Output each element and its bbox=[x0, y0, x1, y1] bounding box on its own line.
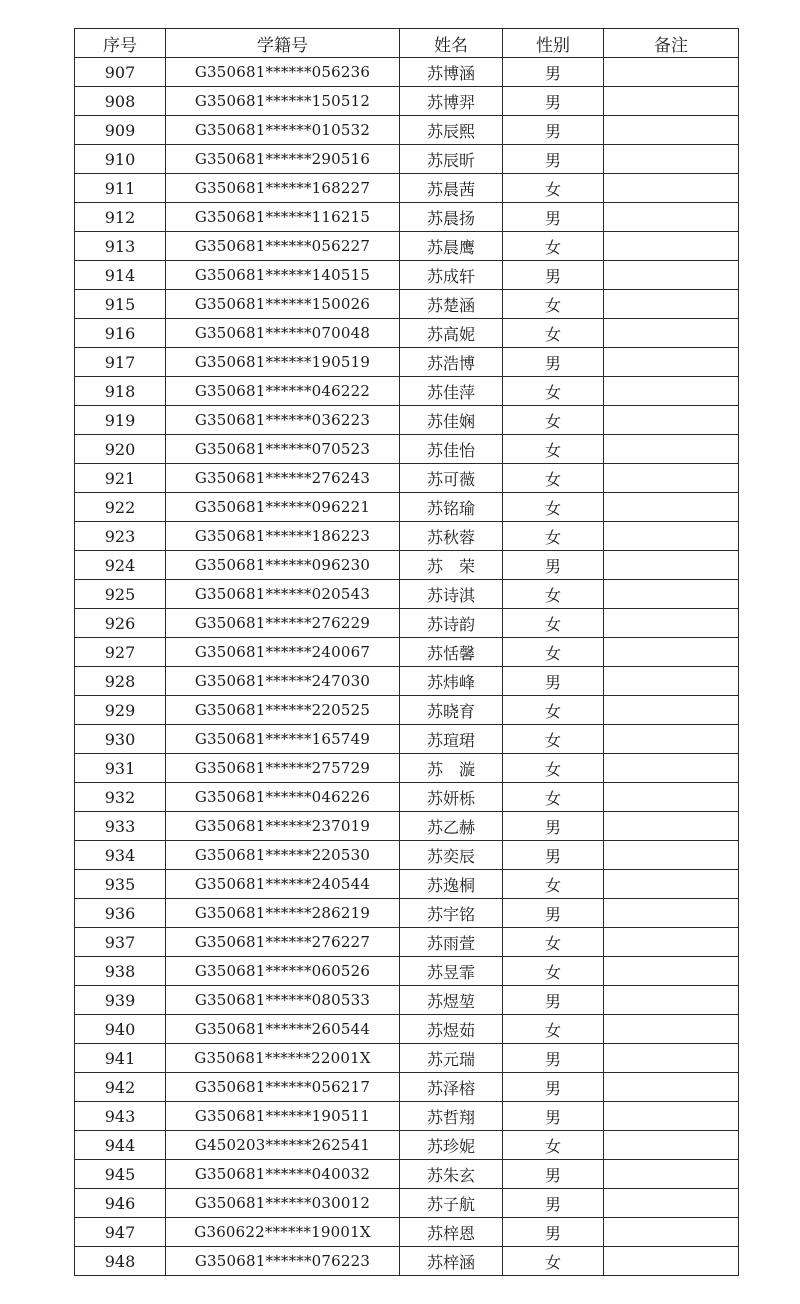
table-row bbox=[75, 290, 739, 319]
cell-remarks bbox=[604, 580, 739, 609]
cell-name: 苏佳怡 bbox=[400, 435, 503, 464]
cell-serial-number: 931 bbox=[75, 754, 166, 783]
cell-serial-number: 915 bbox=[75, 290, 166, 319]
cell-gender: 男 bbox=[503, 551, 604, 580]
cell-serial-number: 932 bbox=[75, 783, 166, 812]
cell-remarks bbox=[604, 841, 739, 870]
cell-serial-number: 945 bbox=[75, 1160, 166, 1189]
header-student-id: 学籍号 bbox=[166, 29, 400, 58]
cell-student-id: G360622******19001X bbox=[166, 1218, 400, 1247]
cell-name: 苏晓育 bbox=[400, 696, 503, 725]
cell-serial-number: 924 bbox=[75, 551, 166, 580]
cell-student-id: G350681******168227 bbox=[166, 174, 400, 203]
table-row bbox=[75, 870, 739, 899]
cell-remarks bbox=[604, 725, 739, 754]
cell-student-id: G350681******276243 bbox=[166, 464, 400, 493]
cell-gender: 男 bbox=[503, 1073, 604, 1102]
cell-name: 苏逸桐 bbox=[400, 870, 503, 899]
cell-remarks bbox=[604, 1247, 739, 1276]
cell-remarks bbox=[604, 696, 739, 725]
cell-name: 苏子航 bbox=[400, 1189, 503, 1218]
cell-student-id: G350681******237019 bbox=[166, 812, 400, 841]
cell-student-id: G350681******276227 bbox=[166, 928, 400, 957]
header-name: 姓名 bbox=[400, 29, 503, 58]
cell-remarks bbox=[604, 290, 739, 319]
cell-name: 苏辰昕 bbox=[400, 145, 503, 174]
cell-remarks bbox=[604, 1131, 739, 1160]
cell-student-id: G350681******286219 bbox=[166, 899, 400, 928]
cell-student-id: G350681******020543 bbox=[166, 580, 400, 609]
table-row bbox=[75, 899, 739, 928]
cell-serial-number: 907 bbox=[75, 58, 166, 87]
cell-name: 苏高妮 bbox=[400, 319, 503, 348]
cell-student-id: G350681******096221 bbox=[166, 493, 400, 522]
cell-name: 苏楚涵 bbox=[400, 290, 503, 319]
cell-name: 苏宇铭 bbox=[400, 899, 503, 928]
cell-name: 苏昱霏 bbox=[400, 957, 503, 986]
cell-name: 苏诗淇 bbox=[400, 580, 503, 609]
cell-gender: 男 bbox=[503, 261, 604, 290]
cell-gender: 男 bbox=[503, 812, 604, 841]
cell-gender: 女 bbox=[503, 522, 604, 551]
header-serial-number: 序号 bbox=[75, 29, 166, 58]
cell-student-id: G350681******140515 bbox=[166, 261, 400, 290]
table-row bbox=[75, 1044, 739, 1073]
cell-name: 苏雨萱 bbox=[400, 928, 503, 957]
cell-student-id: G350681******247030 bbox=[166, 667, 400, 696]
cell-student-id: G350681******275729 bbox=[166, 754, 400, 783]
cell-student-id: G350681******076223 bbox=[166, 1247, 400, 1276]
cell-gender: 女 bbox=[503, 435, 604, 464]
cell-remarks bbox=[604, 928, 739, 957]
cell-student-id: G350681******260544 bbox=[166, 1015, 400, 1044]
table-row bbox=[75, 696, 739, 725]
cell-gender: 女 bbox=[503, 754, 604, 783]
cell-serial-number: 921 bbox=[75, 464, 166, 493]
cell-serial-number: 929 bbox=[75, 696, 166, 725]
cell-remarks bbox=[604, 319, 739, 348]
table-header-row bbox=[75, 29, 739, 58]
cell-serial-number: 948 bbox=[75, 1247, 166, 1276]
cell-student-id: G350681******290516 bbox=[166, 145, 400, 174]
cell-gender: 男 bbox=[503, 87, 604, 116]
cell-name: 苏哲翔 bbox=[400, 1102, 503, 1131]
cell-name: 苏奕辰 bbox=[400, 841, 503, 870]
cell-remarks bbox=[604, 1102, 739, 1131]
cell-remarks bbox=[604, 638, 739, 667]
cell-student-id: G350681******276229 bbox=[166, 609, 400, 638]
table-row bbox=[75, 986, 739, 1015]
cell-serial-number: 938 bbox=[75, 957, 166, 986]
cell-gender: 男 bbox=[503, 348, 604, 377]
cell-student-id: G350681******010532 bbox=[166, 116, 400, 145]
table-row bbox=[75, 667, 739, 696]
cell-name: 苏朱玄 bbox=[400, 1160, 503, 1189]
cell-serial-number: 926 bbox=[75, 609, 166, 638]
cell-remarks bbox=[604, 406, 739, 435]
cell-remarks bbox=[604, 957, 739, 986]
cell-student-id: G350681******056236 bbox=[166, 58, 400, 87]
cell-serial-number: 911 bbox=[75, 174, 166, 203]
cell-gender: 女 bbox=[503, 957, 604, 986]
cell-name: 苏博羿 bbox=[400, 87, 503, 116]
cell-remarks bbox=[604, 986, 739, 1015]
cell-gender: 男 bbox=[503, 58, 604, 87]
cell-serial-number: 923 bbox=[75, 522, 166, 551]
cell-remarks bbox=[604, 87, 739, 116]
cell-remarks bbox=[604, 609, 739, 638]
cell-gender: 男 bbox=[503, 841, 604, 870]
table-row bbox=[75, 174, 739, 203]
cell-name: 苏炜峰 bbox=[400, 667, 503, 696]
cell-gender: 男 bbox=[503, 1102, 604, 1131]
table-row bbox=[75, 145, 739, 174]
cell-remarks bbox=[604, 261, 739, 290]
cell-remarks bbox=[604, 1015, 739, 1044]
cell-serial-number: 944 bbox=[75, 1131, 166, 1160]
cell-gender: 女 bbox=[503, 290, 604, 319]
cell-name: 苏煜堃 bbox=[400, 986, 503, 1015]
table-row bbox=[75, 58, 739, 87]
cell-remarks bbox=[604, 58, 739, 87]
cell-serial-number: 933 bbox=[75, 812, 166, 841]
cell-student-id: G350681******186223 bbox=[166, 522, 400, 551]
cell-name: 苏成轩 bbox=[400, 261, 503, 290]
cell-serial-number: 913 bbox=[75, 232, 166, 261]
cell-gender: 男 bbox=[503, 667, 604, 696]
cell-name: 苏可薇 bbox=[400, 464, 503, 493]
cell-gender: 女 bbox=[503, 609, 604, 638]
table-row bbox=[75, 319, 739, 348]
cell-student-id: G350681******080533 bbox=[166, 986, 400, 1015]
cell-name: 苏 漩 bbox=[400, 754, 503, 783]
cell-remarks bbox=[604, 116, 739, 145]
cell-name: 苏佳娴 bbox=[400, 406, 503, 435]
cell-remarks bbox=[604, 1218, 739, 1247]
cell-serial-number: 947 bbox=[75, 1218, 166, 1247]
cell-serial-number: 946 bbox=[75, 1189, 166, 1218]
cell-gender: 女 bbox=[503, 464, 604, 493]
table-row bbox=[75, 377, 739, 406]
cell-name: 苏佳萍 bbox=[400, 377, 503, 406]
cell-remarks bbox=[604, 522, 739, 551]
cell-remarks bbox=[604, 493, 739, 522]
cell-serial-number: 940 bbox=[75, 1015, 166, 1044]
table-row bbox=[75, 609, 739, 638]
cell-gender: 女 bbox=[503, 580, 604, 609]
cell-serial-number: 908 bbox=[75, 87, 166, 116]
cell-gender: 女 bbox=[503, 232, 604, 261]
cell-name: 苏晨鹰 bbox=[400, 232, 503, 261]
table-row bbox=[75, 1218, 739, 1247]
cell-serial-number: 936 bbox=[75, 899, 166, 928]
cell-serial-number: 919 bbox=[75, 406, 166, 435]
cell-student-id: G350681******165749 bbox=[166, 725, 400, 754]
cell-student-id: G450203******262541 bbox=[166, 1131, 400, 1160]
cell-gender: 男 bbox=[503, 1044, 604, 1073]
cell-serial-number: 930 bbox=[75, 725, 166, 754]
cell-remarks bbox=[604, 348, 739, 377]
cell-student-id: G350681******036223 bbox=[166, 406, 400, 435]
cell-gender: 女 bbox=[503, 870, 604, 899]
table-row bbox=[75, 406, 739, 435]
cell-serial-number: 934 bbox=[75, 841, 166, 870]
table-row bbox=[75, 638, 739, 667]
cell-student-id: G350681******22001X bbox=[166, 1044, 400, 1073]
cell-gender: 女 bbox=[503, 406, 604, 435]
cell-gender: 男 bbox=[503, 116, 604, 145]
cell-remarks bbox=[604, 1160, 739, 1189]
cell-serial-number: 927 bbox=[75, 638, 166, 667]
cell-serial-number: 941 bbox=[75, 1044, 166, 1073]
student-roster-table bbox=[74, 28, 739, 1276]
cell-student-id: G350681******040032 bbox=[166, 1160, 400, 1189]
cell-gender: 男 bbox=[503, 1160, 604, 1189]
table-row bbox=[75, 87, 739, 116]
cell-gender: 女 bbox=[503, 174, 604, 203]
cell-name: 苏珍妮 bbox=[400, 1131, 503, 1160]
cell-name: 苏诗韵 bbox=[400, 609, 503, 638]
cell-remarks bbox=[604, 174, 739, 203]
cell-remarks bbox=[604, 203, 739, 232]
cell-serial-number: 912 bbox=[75, 203, 166, 232]
table-row bbox=[75, 928, 739, 957]
cell-serial-number: 925 bbox=[75, 580, 166, 609]
cell-name: 苏辰熙 bbox=[400, 116, 503, 145]
table-row bbox=[75, 754, 739, 783]
cell-remarks bbox=[604, 435, 739, 464]
cell-serial-number: 920 bbox=[75, 435, 166, 464]
cell-remarks bbox=[604, 145, 739, 174]
cell-gender: 男 bbox=[503, 145, 604, 174]
cell-name: 苏梓涵 bbox=[400, 1247, 503, 1276]
cell-serial-number: 917 bbox=[75, 348, 166, 377]
cell-gender: 女 bbox=[503, 638, 604, 667]
table-row bbox=[75, 232, 739, 261]
cell-serial-number: 918 bbox=[75, 377, 166, 406]
cell-gender: 女 bbox=[503, 783, 604, 812]
cell-serial-number: 939 bbox=[75, 986, 166, 1015]
cell-student-id: G350681******190511 bbox=[166, 1102, 400, 1131]
cell-serial-number: 943 bbox=[75, 1102, 166, 1131]
table-row bbox=[75, 1247, 739, 1276]
cell-name: 苏晨茜 bbox=[400, 174, 503, 203]
table-row bbox=[75, 464, 739, 493]
cell-name: 苏浩博 bbox=[400, 348, 503, 377]
cell-serial-number: 909 bbox=[75, 116, 166, 145]
table-row bbox=[75, 203, 739, 232]
cell-gender: 女 bbox=[503, 1131, 604, 1160]
cell-gender: 男 bbox=[503, 203, 604, 232]
table-row bbox=[75, 348, 739, 377]
table-row bbox=[75, 1073, 739, 1102]
cell-gender: 女 bbox=[503, 928, 604, 957]
cell-remarks bbox=[604, 812, 739, 841]
cell-name: 苏恬馨 bbox=[400, 638, 503, 667]
cell-student-id: G350681******060526 bbox=[166, 957, 400, 986]
cell-serial-number: 914 bbox=[75, 261, 166, 290]
cell-remarks bbox=[604, 464, 739, 493]
cell-remarks bbox=[604, 870, 739, 899]
header-gender: 性别 bbox=[503, 29, 604, 58]
cell-name: 苏泽榕 bbox=[400, 1073, 503, 1102]
table-row bbox=[75, 261, 739, 290]
cell-student-id: G350681******220525 bbox=[166, 696, 400, 725]
cell-serial-number: 910 bbox=[75, 145, 166, 174]
cell-gender: 女 bbox=[503, 725, 604, 754]
cell-remarks bbox=[604, 1189, 739, 1218]
cell-student-id: G350681******096230 bbox=[166, 551, 400, 580]
cell-name: 苏 荣 bbox=[400, 551, 503, 580]
table-row bbox=[75, 1189, 739, 1218]
cell-serial-number: 942 bbox=[75, 1073, 166, 1102]
cell-student-id: G350681******046222 bbox=[166, 377, 400, 406]
cell-remarks bbox=[604, 754, 739, 783]
header-remarks: 备注 bbox=[604, 29, 739, 58]
cell-serial-number: 922 bbox=[75, 493, 166, 522]
cell-name: 苏瑄珺 bbox=[400, 725, 503, 754]
cell-name: 苏铭瑜 bbox=[400, 493, 503, 522]
cell-gender: 女 bbox=[503, 319, 604, 348]
table-row bbox=[75, 1131, 739, 1160]
cell-student-id: G350681******240067 bbox=[166, 638, 400, 667]
table-row bbox=[75, 1015, 739, 1044]
table-row bbox=[75, 1160, 739, 1189]
cell-remarks bbox=[604, 783, 739, 812]
cell-gender: 女 bbox=[503, 696, 604, 725]
cell-student-id: G350681******116215 bbox=[166, 203, 400, 232]
cell-student-id: G350681******150026 bbox=[166, 290, 400, 319]
cell-student-id: G350681******056227 bbox=[166, 232, 400, 261]
cell-serial-number: 937 bbox=[75, 928, 166, 957]
cell-student-id: G350681******220530 bbox=[166, 841, 400, 870]
cell-serial-number: 935 bbox=[75, 870, 166, 899]
table-body bbox=[75, 58, 739, 1276]
cell-name: 苏煜茹 bbox=[400, 1015, 503, 1044]
table-row bbox=[75, 841, 739, 870]
table-row bbox=[75, 957, 739, 986]
cell-gender: 男 bbox=[503, 899, 604, 928]
cell-gender: 女 bbox=[503, 377, 604, 406]
cell-name: 苏秋蓉 bbox=[400, 522, 503, 551]
cell-serial-number: 916 bbox=[75, 319, 166, 348]
cell-gender: 男 bbox=[503, 1189, 604, 1218]
cell-gender: 女 bbox=[503, 1247, 604, 1276]
cell-remarks bbox=[604, 899, 739, 928]
cell-remarks bbox=[604, 551, 739, 580]
cell-remarks bbox=[604, 667, 739, 696]
cell-student-id: G350681******240544 bbox=[166, 870, 400, 899]
cell-student-id: G350681******046226 bbox=[166, 783, 400, 812]
cell-serial-number: 928 bbox=[75, 667, 166, 696]
cell-name: 苏梓恩 bbox=[400, 1218, 503, 1247]
cell-name: 苏元瑞 bbox=[400, 1044, 503, 1073]
cell-remarks bbox=[604, 377, 739, 406]
cell-gender: 女 bbox=[503, 493, 604, 522]
table-row bbox=[75, 435, 739, 464]
table-row bbox=[75, 522, 739, 551]
table-row bbox=[75, 783, 739, 812]
table-row bbox=[75, 116, 739, 145]
cell-remarks bbox=[604, 232, 739, 261]
cell-gender: 男 bbox=[503, 1218, 604, 1247]
cell-gender: 男 bbox=[503, 986, 604, 1015]
table-row bbox=[75, 812, 739, 841]
cell-name: 苏博涵 bbox=[400, 58, 503, 87]
cell-student-id: G350681******056217 bbox=[166, 1073, 400, 1102]
cell-student-id: G350681******030012 bbox=[166, 1189, 400, 1218]
cell-name: 苏乙赫 bbox=[400, 812, 503, 841]
table-row bbox=[75, 1102, 739, 1131]
table-row bbox=[75, 725, 739, 754]
cell-student-id: G350681******070523 bbox=[166, 435, 400, 464]
table-row bbox=[75, 580, 739, 609]
cell-student-id: G350681******070048 bbox=[166, 319, 400, 348]
cell-remarks bbox=[604, 1073, 739, 1102]
cell-remarks bbox=[604, 1044, 739, 1073]
cell-name: 苏妍栎 bbox=[400, 783, 503, 812]
table-row bbox=[75, 493, 739, 522]
table-row bbox=[75, 551, 739, 580]
cell-student-id: G350681******150512 bbox=[166, 87, 400, 116]
cell-student-id: G350681******190519 bbox=[166, 348, 400, 377]
cell-gender: 女 bbox=[503, 1015, 604, 1044]
cell-name: 苏晨扬 bbox=[400, 203, 503, 232]
